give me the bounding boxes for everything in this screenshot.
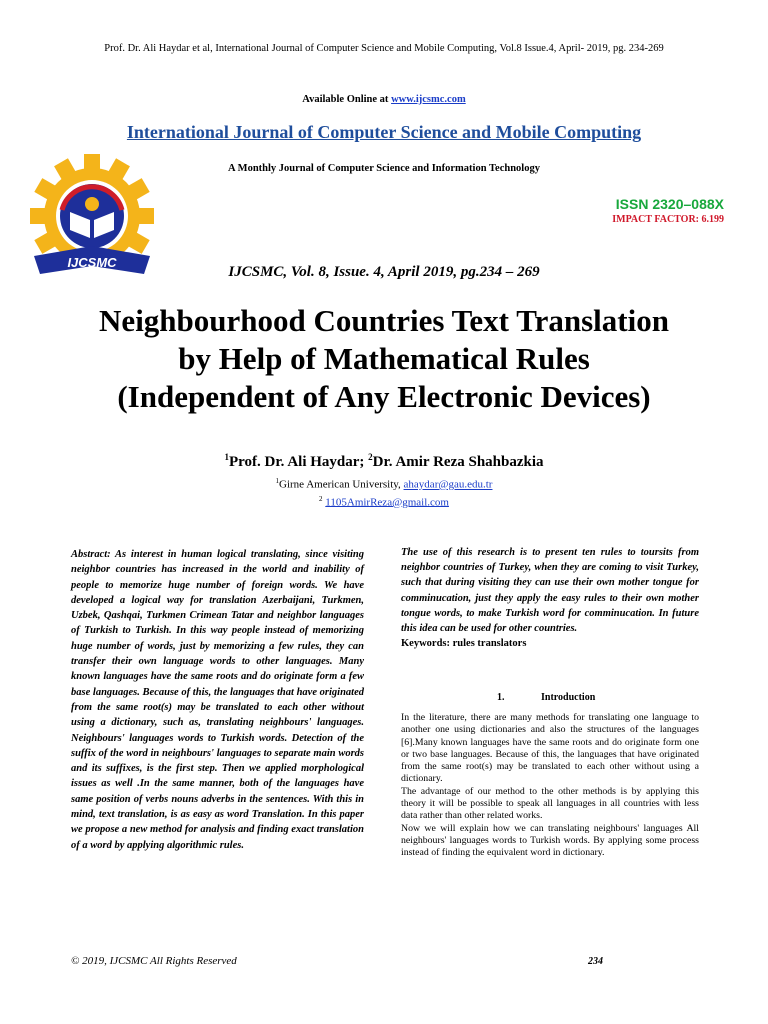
affiliation-1-text: Girne American University, — [279, 478, 404, 491]
author-2: Dr. Amir Reza Shahbazkia — [372, 454, 544, 470]
abstract-continued: The use of this research is to present ten rules to toursits from neighbor countries of Turkey, when they are coming to visit Turkey, such that during visiting they can use their own mother tongue for comminucation, just they apply the easy rules to their own mother tongue words, to make Turkish word for comminucation. In future this idea can be used for other countries. — [401, 547, 699, 635]
paper-title — [40, 302, 728, 416]
abstract-left-column — [71, 547, 364, 853]
section-title: Introduction — [541, 692, 596, 703]
abstract-right-column — [401, 545, 699, 651]
affiliation-2-sup: 2 — [319, 494, 323, 503]
logo-text: IJCSMC — [67, 255, 117, 270]
availability-prefix: Available Online at — [302, 94, 392, 105]
volume-line: IJCSMC, Vol. 8, Issue. 4, April 2019, pg.234 – 269 — [228, 264, 540, 280]
affiliation-2 — [0, 492, 768, 510]
author-2-sup: 2 — [368, 452, 373, 462]
abstract-text: Abstract: As interest in human logical translating, since visiting neighbor countries has increased in the world and inability of people to memorize huge number of foreign words. We have developed a logical way for translation Azerbaijani, Turkmen, Uzbek, Qashqai, Turkmen Crimean Tatar and neighbor languages of Turkish to Turkish. In this way people instead of memorizing huge number of words, just by memorizing a few rules, they can transfer their own language words to other languages. Many known languages have the same roots and do originate form a few base languages. Because of this, the languages that have originated from the same root(s) may be translated to each other without using a dictionary, such as, translating neighbours' languages. Neighbours' languages words to Turkish words. Detection of the suffix of the word in neighbours' languages to separate main words and its suffixes, is the first step. Then we applied morphological issues as well .In the same manner, both of the languages have same position of verbs nouns adverbs in the sentences. With this in mind, text translation, is as easy as word Translation. In this paper we propose a new method for analysis and finding exact translation of a word by applying algorithmic rules. — [71, 549, 364, 851]
affiliation-1 — [0, 474, 768, 492]
title-line-2: by Help of Mathematical Rules — [178, 341, 590, 376]
author-1: Prof. Dr. Ali Haydar; — [228, 454, 369, 470]
issn: ISSN 2320–088X — [615, 196, 724, 212]
author-1-email-link[interactable]: ahaydar@gau.edu.tr — [403, 478, 493, 491]
author-2-email-link[interactable]: 1105AmirReza@gmail.com — [325, 496, 449, 509]
intro-paragraph-3: Now we will explain how we can translating neighbours' languages All neighbours' languages words to Turkish words. By applying some process instead of finding the equivalent word in dictionary. — [401, 822, 699, 859]
intro-paragraph-1: In the literature, there are many methods for translating one language to another one using dictionaries and also the structures of the languages [6].Many known languages have the same roots and do originate form one or two base languages. Because of this, the languages that have originated from the same root(s) may be translated to each other without using a dictionary. — [401, 712, 699, 785]
title-line-1: Neighbourhood Countries Text Translation — [99, 303, 669, 338]
journal-website-link[interactable]: www.ijcsmc.com — [391, 94, 466, 105]
introduction-body — [401, 712, 699, 860]
impact-factor: IMPACT FACTOR: 6.199 — [612, 214, 724, 225]
keywords: Keywords: rules translators — [401, 638, 527, 650]
journal-subtitle: A Monthly Journal of Computer Science and Information Technology — [228, 163, 540, 174]
affiliation-1-sup: 1 — [275, 477, 280, 485]
page-number: 234 — [588, 956, 603, 967]
availability-line — [0, 94, 768, 105]
author-1-sup: 1 — [224, 452, 229, 462]
affiliations — [0, 474, 768, 509]
running-head: Prof. Dr. Ali Haydar et al, International Journal of Computer Science and Mobile Computing, Vol.8 Issue.4, April- 2019, pg. 234-269 — [104, 43, 664, 54]
authors — [0, 452, 768, 471]
title-line-3: (Independent of Any Electronic Devices) — [117, 379, 651, 414]
intro-paragraph-2: The advantage of our method to the other methods is by applying this theory it will be possible to speak all languages in all countries with less data rather than other related works. — [401, 785, 699, 822]
section-number: 1. — [497, 692, 505, 703]
footer-copyright: © 2019, IJCSMC All Rights Reserved — [71, 955, 237, 967]
journal-name: International Journal of Computer Science and Mobile Computing — [126, 122, 642, 142]
